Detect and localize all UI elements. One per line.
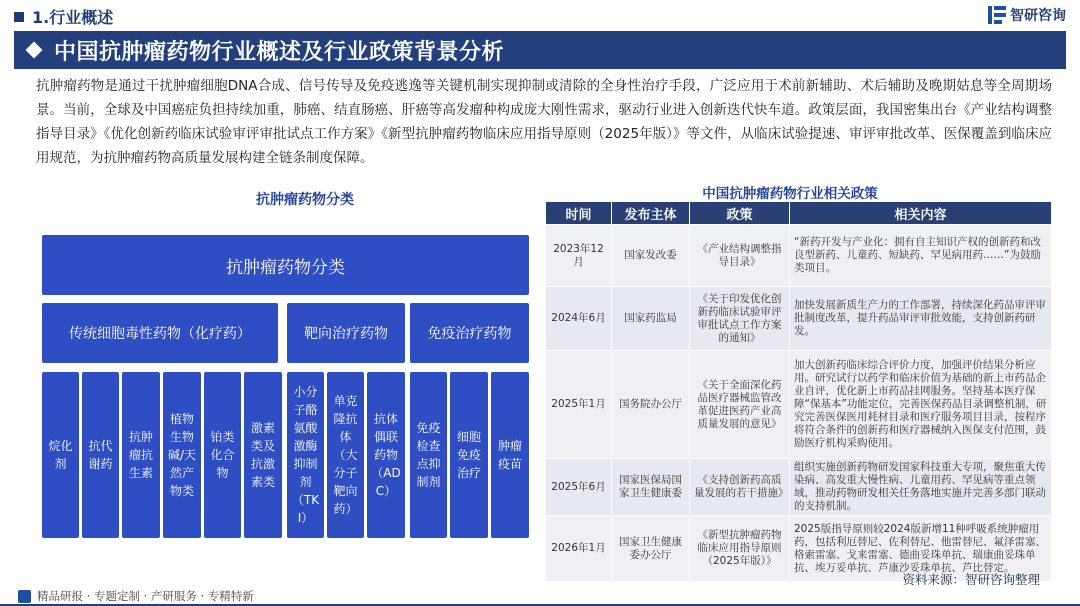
group-immunotherapy: 免疫治疗药物: [410, 303, 529, 363]
leaf-item: 抗代谢药: [82, 372, 119, 538]
cell-content: 加快发展新质生产力的工作部署，持续深化药品审评审批制度改革，提升药品审评审批效能，支持创新药研发。: [790, 287, 1052, 351]
top-bar: [0, 0, 1080, 30]
footer-logo-icon: [18, 590, 31, 603]
cell-content: 2025版指导原则较2024版新增11种呼吸系统肿瘤用药，包括利厄替尼、佐利替尼、他雷替尼、氟泽雷塞、格索雷塞、戈来雷塞、德曲妥珠单抗、瑞康曲妥珠单抗、埃万妥单抗、芦康沙妥珠单抗、芦比替定。: [790, 516, 1052, 582]
column-header: 政策: [690, 202, 790, 225]
brand-logo-icon: [988, 6, 1006, 24]
leaf-item: 植物生物碱/天然产物类: [163, 372, 201, 538]
cell-policy: 《新型抗肿瘤药物临床应用指导原则（2025年版）》: [690, 516, 790, 582]
cell-time: 2026年1月: [546, 516, 612, 582]
cell-policy: 《关于全面深化药品医疗器械监管改革促进医药产业高质量发展的意见》: [690, 351, 790, 459]
brand-logo: [988, 5, 1066, 25]
footer-tagline: 精品研报 · 专题定制 · 产研服务 · 专精特新: [37, 589, 254, 603]
table-row: [546, 351, 1052, 459]
brand-name: 智研咨询: [1010, 8, 1066, 24]
section-heading: [14, 5, 113, 28]
classification-root: 抗肿瘤药物分类: [42, 235, 529, 295]
column-header: 发布主体: [612, 202, 690, 225]
leaf-item: 免疫检查点抑制剂: [410, 372, 447, 538]
cell-org: 国家医保局国家卫生健康委: [612, 459, 690, 516]
cell-content: 加大创新药临床综合评价力度，加强评价结果分析应用。研究试行以药学和临床价值为基础的新上市药品企业自评，优化新上市药品挂网服务。坚持基本医疗保障“保基本”功能定位，完善医保药品目录调整机制，研究完善医保医用耗材目录和医疗服务项目目录，按程序将符合条件的创新药和医疗器械纳入医保支付范围，鼓励医疗机构采购使用。: [790, 351, 1052, 459]
cell-content: 组织实施创新药物研发国家科技重大专项，聚焦重大传染病、高发重大慢性病、儿童用药、罕见病等重点领域，推动药物研发相关任务落地实施并完善多部门联动的支持机制。: [790, 459, 1052, 516]
footer: [18, 588, 254, 604]
column-header: 时间: [546, 202, 612, 225]
leaf-item: 抗肿瘤抗生素: [122, 372, 160, 538]
source-note: 资料来源：智研咨询整理: [902, 572, 1040, 587]
cell-org: 国家卫生健康委办公厅: [612, 516, 690, 582]
diamond-icon: [26, 42, 43, 59]
leaf-item: 细胞免疫治疗: [450, 372, 488, 538]
leaf-item: 铂类化合物: [204, 372, 241, 538]
group-chemotherapy: 传统细胞毒性药物（化疗药）: [42, 303, 278, 363]
page-title: 中国抗肿瘤药物行业概述及行业政策背景分析: [54, 39, 505, 65]
section-label: 1.行业概述: [32, 8, 114, 27]
cell-content: “新药开发与产业化：拥有自主知识产权的创新药和改良型新药、儿童药、短缺药、罕见病用药……”为鼓励类项目。: [790, 225, 1052, 287]
policy-table: [545, 201, 1052, 582]
policy-table-title: 中国抗肿瘤药物行业相关政策: [702, 186, 878, 202]
cell-time: 2025年6月: [546, 459, 612, 516]
title-bar: [14, 31, 1066, 69]
table-header-row: [546, 202, 1052, 225]
cell-org: 国务院办公厅: [612, 351, 690, 459]
table-row: [546, 459, 1052, 516]
leaf-item: 单克隆抗体（大分子靶向药）: [327, 372, 364, 538]
cell-policy: 《产业结构调整指导目录》: [690, 225, 790, 287]
table-row: [546, 225, 1052, 287]
leaf-item: 肿瘤疫苗: [491, 372, 529, 538]
cell-org: 国家发改委: [612, 225, 690, 287]
cell-org: 国家药监局: [612, 287, 690, 351]
leaf-item: 小分子酪氨酸激酶抑制剂（TKI）: [287, 372, 324, 538]
leaf-item: 激素类及抗激素类: [244, 372, 282, 538]
cell-policy: 《支持创新药高质量发展的若干措施》: [690, 459, 790, 516]
leaf-item: 抗体偶联药物（ADC）: [367, 372, 405, 538]
table-row: [546, 287, 1052, 351]
classification-title: 抗肿瘤药物分类: [256, 192, 354, 208]
intro-paragraph: 抗肿瘤药物是通过干扰肿瘤细胞DNA合成、信号传导及免疫逃逸等关键机制实现抑制或清除的全身性治疗手段，广泛应用于术前新辅助、术后辅助及晚期姑息等全周期场景。当前，全球及中国癌症负担持续加重，肺癌、结直肠癌、肝癌等高发瘤种构成庞大刚性需求，驱动行业进入创新迭代快车道。政策层面，我国密集出台《产业结构调整指导目录》《优化创新药临床试验审评审批试点工作方案》《新型抗肿瘤药物临床应用指导原则（2025年版）》等文件，从临床试验提速、审评审批改革、医保覆盖到临床应用规范，为抗肿瘤药物高质量发展构建全链条制度保障。: [36, 78, 1052, 166]
cell-policy: 《关于印发优化创新药临床试验审评审批试点工作方案的通知》: [690, 287, 790, 351]
section-square-icon: [14, 12, 24, 22]
cell-time: 2023年12月: [546, 225, 612, 287]
cell-time: 2024年6月: [546, 287, 612, 351]
column-header: 相关内容: [790, 202, 1052, 225]
cell-time: 2025年1月: [546, 351, 612, 459]
group-targeted: 靶向治疗药物: [287, 303, 405, 363]
leaf-item: 烷化剂: [42, 372, 79, 538]
